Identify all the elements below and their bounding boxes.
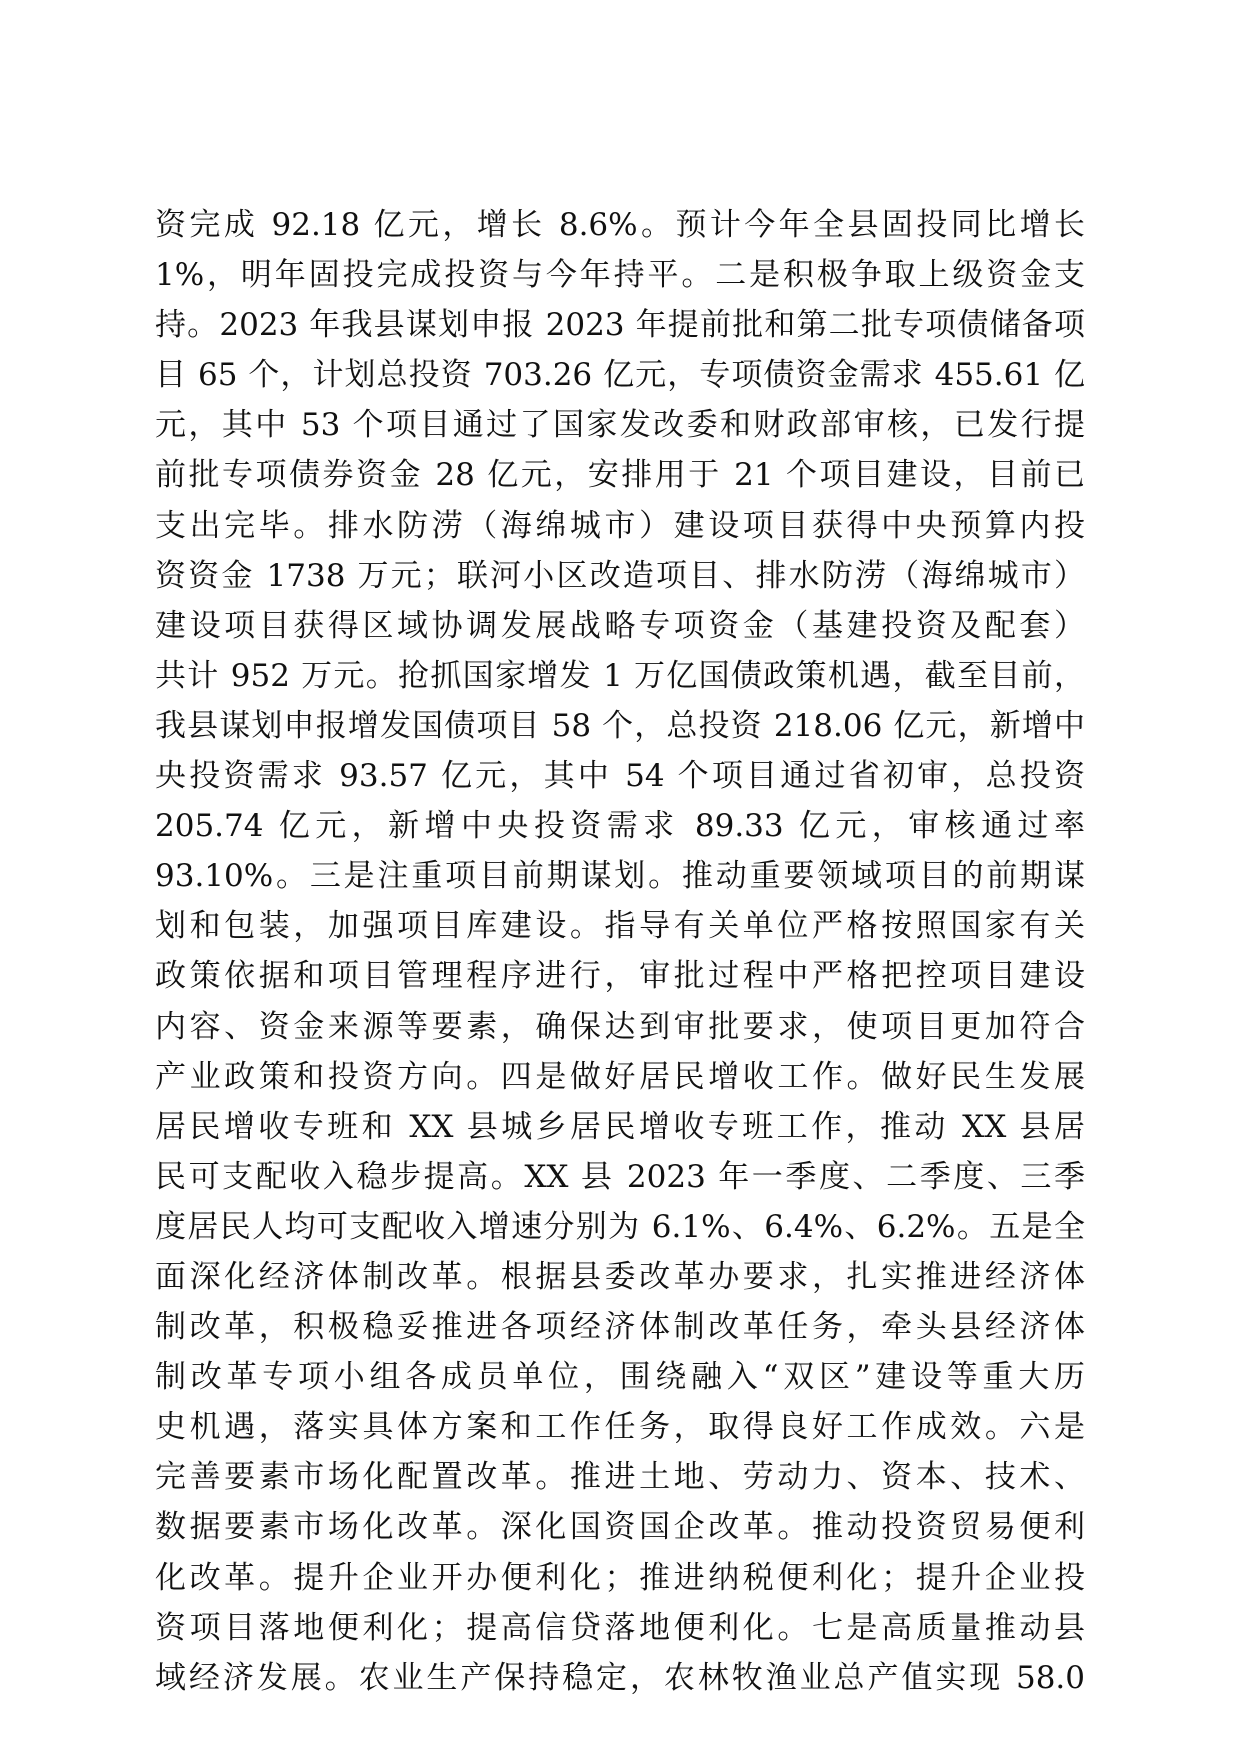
text-line-4: 目 65 个，计划总投资 703.26 亿元，专项债资金需求 455.61 亿 <box>155 357 1085 394</box>
text-line-6: 前批专项债券资金 28 亿元，安排用于 21 个项目建设，目前已 <box>155 457 1085 494</box>
text-line-21: 度居民人均可支配收入增速分别为 6.1%、6.4%、6.2%。五是全 <box>155 1208 1085 1245</box>
text-line-2: 1%，明年固投完成投资与今年持平。二是积极争取上级资金支 <box>155 257 1085 294</box>
text-line-27: 数据要素市场化改革。深化国资国企改革。推动投资贸易便利 <box>155 1509 1085 1546</box>
text-line-24: 制改革专项小组各成员单位，围绕融入“双区”建设等重大历 <box>155 1359 1085 1396</box>
text-line-13: 205.74 亿元，新增中央投资需求 89.33 亿元，审核通过率 <box>155 808 1085 845</box>
text-line-3: 持。2023 年我县谋划申报 2023 年提前批和第二批专项债储备项 <box>155 307 1085 344</box>
text-line-23: 制改革，积极稳妥推进各项经济体制改革任务，牵头县经济体 <box>155 1309 1085 1346</box>
text-line-15: 划和包装，加强项目库建设。指导有关单位严格按照国家有关 <box>155 908 1085 945</box>
text-line-25: 史机遇，落实具体方案和工作任务，取得良好工作成效。六是 <box>155 1409 1085 1446</box>
text-line-5: 元，其中 53 个项目通过了国家发改委和财政部审核，已发行提 <box>155 407 1085 444</box>
text-line-8: 资资金 1738 万元；联河小区改造项目、排水防涝（海绵城市） <box>155 557 1085 594</box>
text-line-11: 我县谋划申报增发国债项目 58 个，总投资 218.06 亿元，新增中 <box>155 707 1085 744</box>
body-text <box>155 200 1085 1703</box>
text-line-16: 政策依据和项目管理程序进行，审批过程中严格把控项目建设 <box>155 958 1085 995</box>
text-line-22: 面深化经济体制改革。根据县委改革办要求，扎实推进经济体 <box>155 1258 1085 1295</box>
text-line-29: 资项目落地便利化；提高信贷落地便利化。七是高质量推动县 <box>155 1609 1085 1646</box>
text-line-26: 完善要素市场化配置改革。推进土地、劳动力、资本、技术、 <box>155 1459 1085 1496</box>
text-line-28: 化改革。提升企业开办便利化；推进纳税便利化；提升企业投 <box>155 1559 1085 1596</box>
text-line-18: 产业政策和投资方向。四是做好居民增收工作。做好民生发展 <box>155 1058 1085 1095</box>
text-line-20: 民可支配收入稳步提高。XX 县 2023 年一季度、二季度、三季 <box>155 1158 1085 1195</box>
text-line-17: 内容、资金来源等要素，确保达到审批要求，使项目更加符合 <box>155 1008 1085 1045</box>
text-line-30: 域经济发展。农业生产保持稳定，农林牧渔业总产值实现 58.0 <box>155 1659 1085 1696</box>
text-line-14: 93.10%。三是注重项目前期谋划。推动重要领域项目的前期谋 <box>155 858 1085 895</box>
text-line-1: 资完成 92.18 亿元，增长 8.6%。预计今年全县固投同比增长 <box>155 207 1085 243</box>
text-line-19: 居民增收专班和 XX 县城乡居民增收专班工作，推动 XX 县居 <box>155 1108 1085 1145</box>
text-line-10: 共计 952 万元。抢抓国家增发 1 万亿国债政策机遇，截至目前， <box>155 657 1085 694</box>
text-line-12: 央投资需求 93.57 亿元，其中 54 个项目通过省初审，总投资 <box>155 758 1085 795</box>
text-line-9: 建设项目获得区域协调发展战略专项资金（基建投资及配套） <box>155 607 1085 644</box>
text-line-7: 支出完毕。排水防涝（海绵城市）建设项目获得中央预算内投 <box>155 507 1085 544</box>
